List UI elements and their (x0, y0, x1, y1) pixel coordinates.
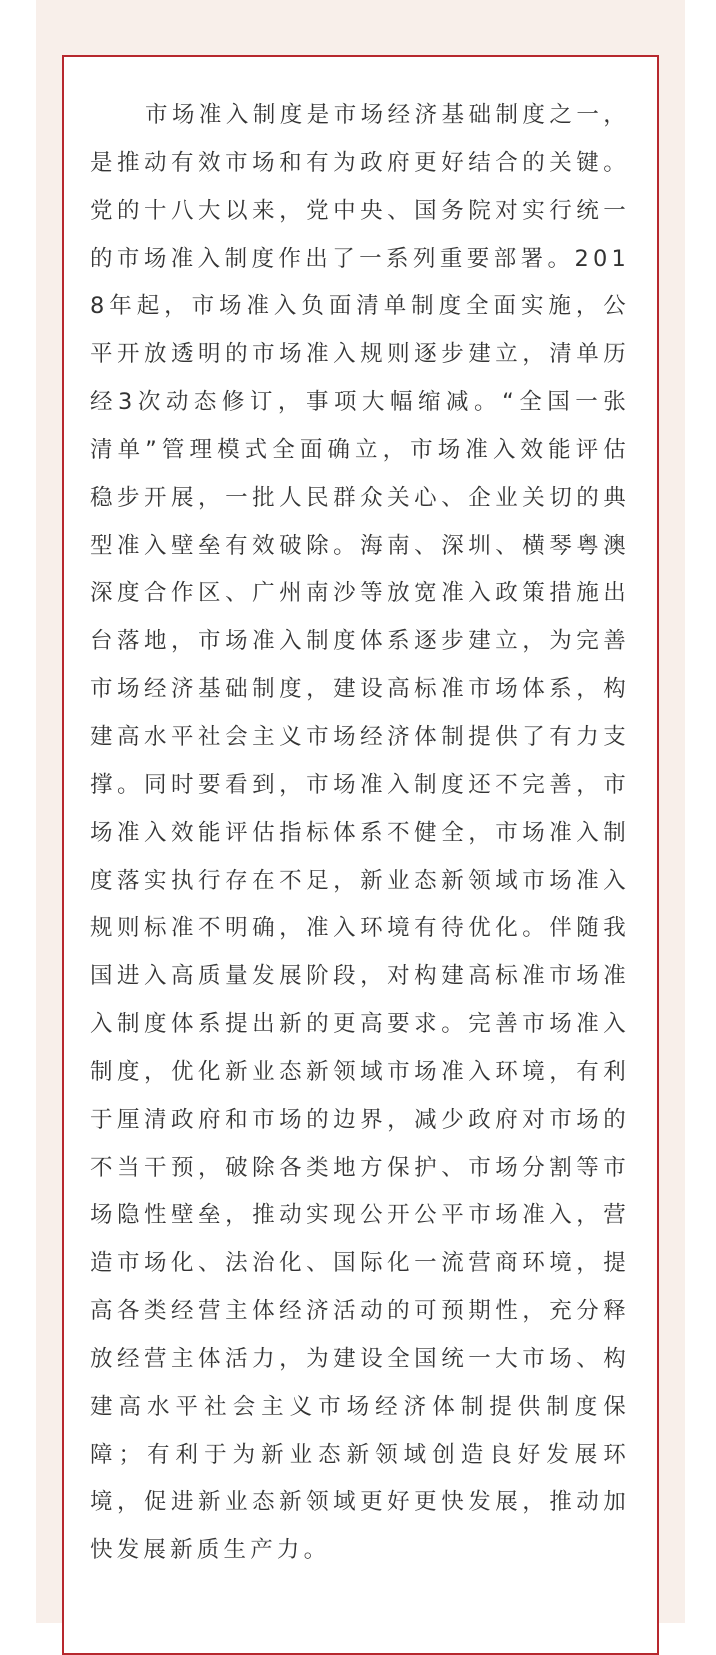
article-paragraph: 市场准入制度是市场经济基础制度之一，是推动有效市场和有为政府更好结合的关键。党的十八大以来，党中央、国务院对实行统一的市场准入制度作出了一系列重要部署。2018年起，市场准入负面清单制度全面实施，公平开放透明的市场准入规则逐步建立，清单历经3次动态修订，事项大幅缩减。“全国一张清单”管理模式全面确立，市场准入效能评估稳步开展，一批人民群众关心、企业关切的典型准入壁垒有效破除。海南、深圳、横琴粤澳深度合作区、广州南沙等放宽准入政策措施出台落地，市场准入制度体系逐步建立，为完善市场经济基础制度，建设高标准市场体系，构建高水平社会主义市场经济体制提供了有力支撑。同时要看到，市场准入制度还不完善，市场准入效能评估指标体系不健全，市场准入制度落实执行存在不足，新业态新领域市场准入规则标准不明确，准入环境有待优化。伴随我国进入高质量发展阶段，对构建高标准市场准入制度体系提出新的更高要求。完善市场准入制度，优化新业态新领域市场准入环境，有利于厘清政府和市场的边界，减少政府对市场的不当干预，破除各类地方保护、市场分割等市场隐性壁垒，推动实现公开公平市场准入，营造市场化、法治化、国际化一流营商环境，提高各类经营主体经济活动的可预期性，充分释放经营主体活力，为建设全国统一大市场、构建高水平社会主义市场经济体制提供制度保障；有利于为新业态新领域创造良好发展环境，促进新业态新领域更好更快发展，推动加快发展新质生产力。 (90, 102, 630, 1564)
